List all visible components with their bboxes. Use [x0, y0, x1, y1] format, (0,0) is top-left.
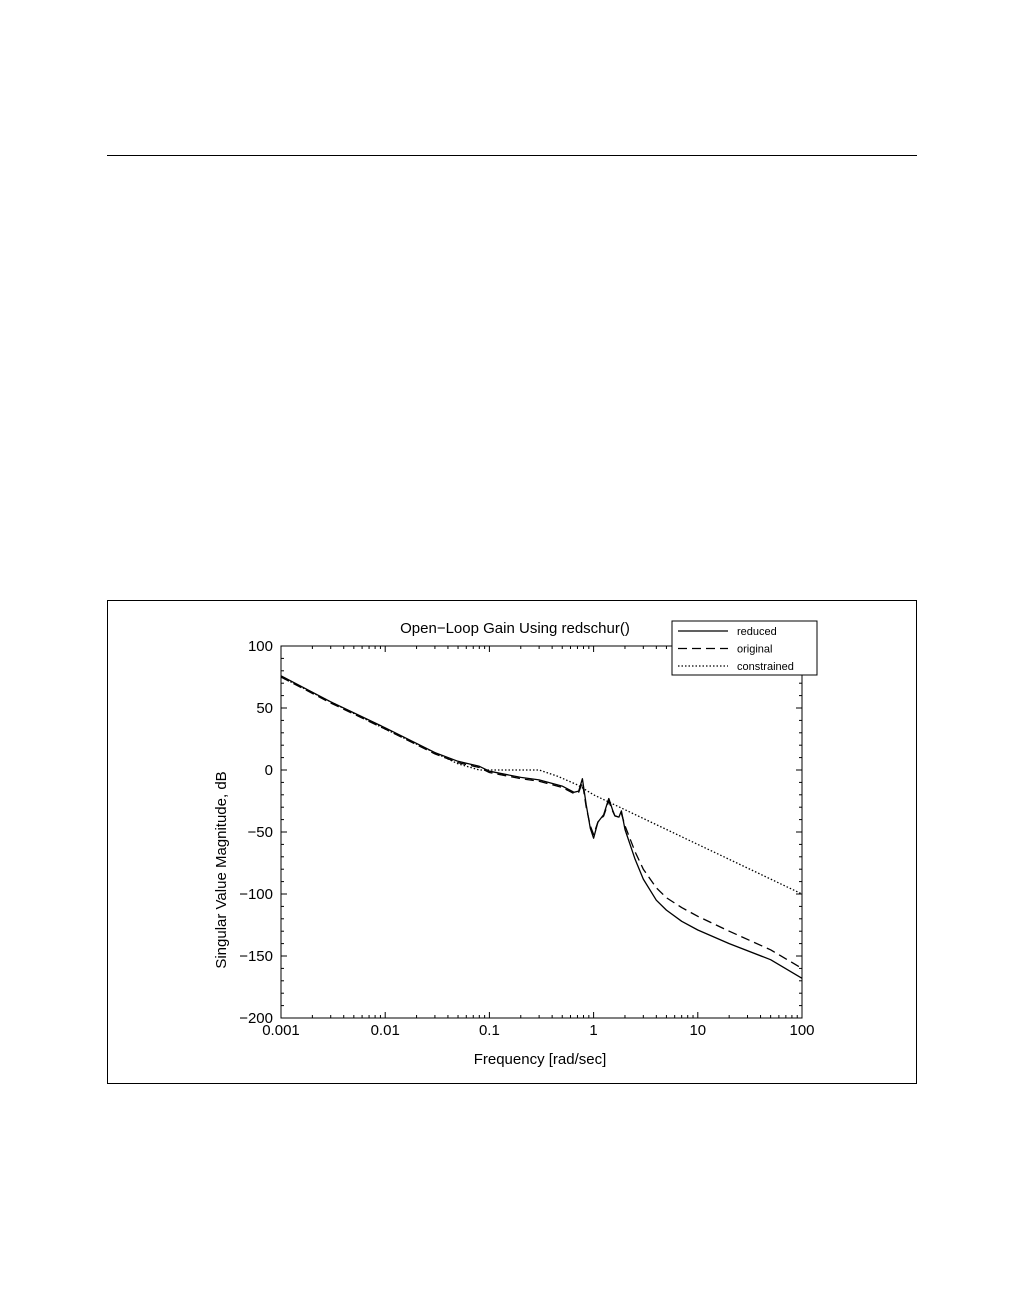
y-tick-label: −100 [239, 886, 273, 903]
x-axis-label: Frequency [rad/sec] [473, 1051, 607, 1068]
y-axis-label: Singular Value Magnitude, dB [213, 771, 230, 969]
singular-value-chart [108, 601, 916, 1083]
header-rule [107, 155, 917, 156]
y-tick-label: 0 [264, 762, 273, 779]
plot-area-frame [281, 643, 802, 1018]
x-tick-label: 1 [589, 1022, 598, 1039]
x-tick-label: 0.1 [478, 1022, 500, 1039]
y-tick-label: 50 [256, 700, 273, 717]
figure-frame [107, 600, 917, 1084]
series-line-constrained [281, 677, 802, 894]
x-tick-label: 0.001 [262, 1022, 300, 1039]
x-tick-label: 100 [789, 1022, 815, 1039]
y-tick-label: −150 [239, 948, 273, 965]
y-tick-label: −50 [247, 824, 273, 841]
series-line-reduced [281, 676, 802, 979]
chart-title: Open−Loop Gain Using redschur() [400, 620, 630, 637]
x-tick-label: 10 [689, 1022, 707, 1039]
series-line-original [281, 677, 802, 968]
y-tick-label: 100 [247, 638, 273, 655]
legend-label-reduced: reduced [737, 626, 777, 638]
legend-label-constrained: constrained [737, 661, 794, 673]
x-tick-label: 0.01 [370, 1022, 400, 1039]
y-tick-label: −200 [239, 1010, 273, 1027]
legend-label-original: original [737, 643, 773, 656]
plot-layer [239, 621, 817, 1039]
